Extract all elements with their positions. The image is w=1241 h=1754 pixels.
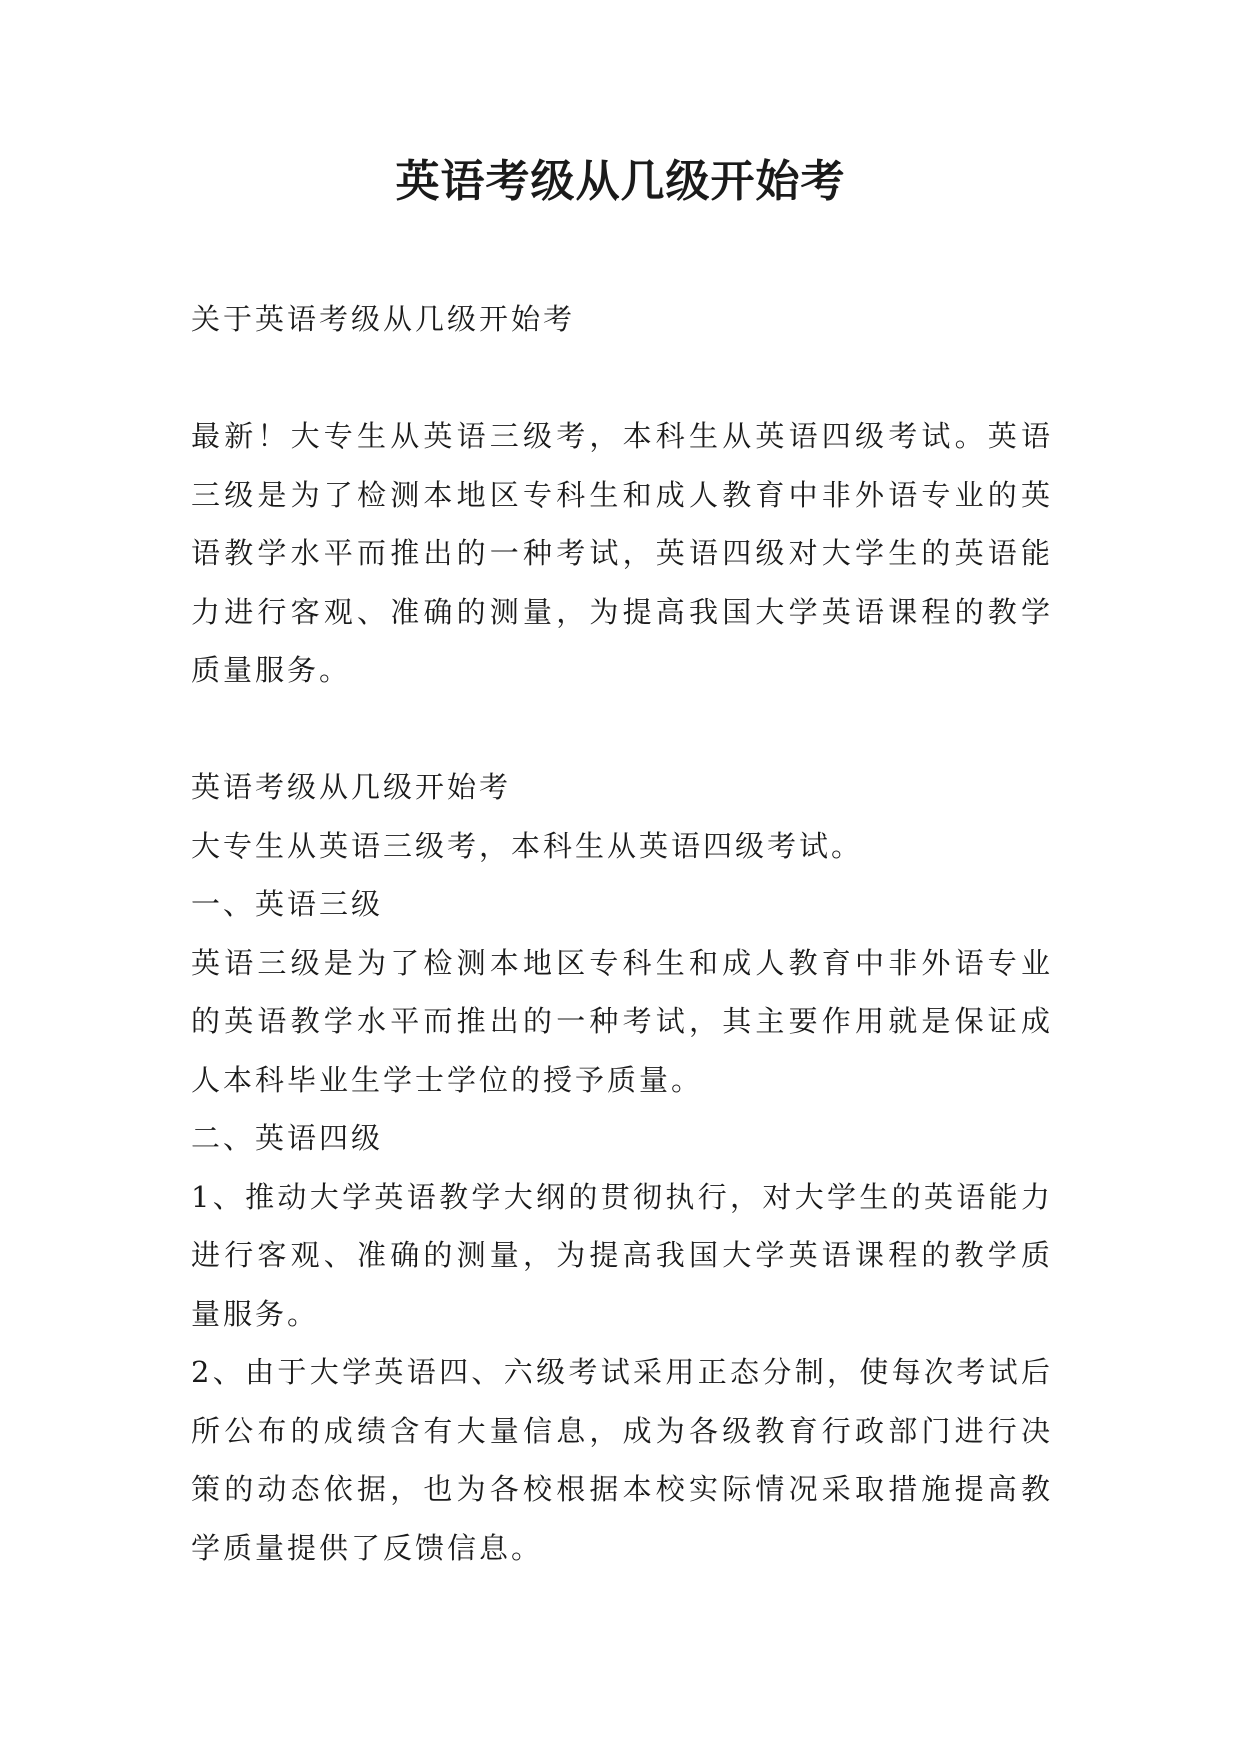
document-body — [191, 290, 1053, 1577]
level3-body: 英语三级是为了检测本地区专科生和成人教育中非外语专业的英语教学水平而推出的一种考试，其主要作用就是保证成人本科毕业生学士学位的授予质量。 — [191, 945, 1053, 1097]
section-answer: 大专生从英语三级考，本科生从英语四级考试。 — [191, 828, 864, 863]
level3-heading: 一、英语三级 — [191, 887, 384, 921]
section-heading: 英语考级从几级开始考 — [191, 770, 512, 804]
level4-point-2: 2、由于大学英语四、六级考试采用正态分制，使每次考试后所公布的成绩含有大量信息，成为各级教育行政部门进行决策的动态依据，也为各校根据本校实际情况采取措施提高教学质量提供了反馈信息。 — [191, 1355, 1053, 1565]
level4-heading: 二、英语四级 — [191, 1121, 384, 1155]
paragraph-gap — [191, 349, 1053, 408]
level4-point-1: 1、推动大学英语教学大纲的贯彻执行，对大学生的英语能力进行客观、准确的测量，为提高我国大学英语课程的教学质量服务。 — [191, 1179, 1053, 1331]
document-title: 英语考级从几级开始考 — [395, 156, 846, 207]
summary-paragraph: 最新！大专生从英语三级考，本科生从英语四级考试。英语三级是为了检测本地区专科生和成人教育中非外语专业的英语教学水平而推出的一种考试，英语四级对大学生的英语能力进行客观、准确的测量，为提高我国大学英语课程的教学质量服务。 — [191, 419, 1053, 687]
intro-line: 关于英语考级从几级开始考 — [191, 302, 576, 336]
paragraph-gap — [191, 700, 1053, 759]
